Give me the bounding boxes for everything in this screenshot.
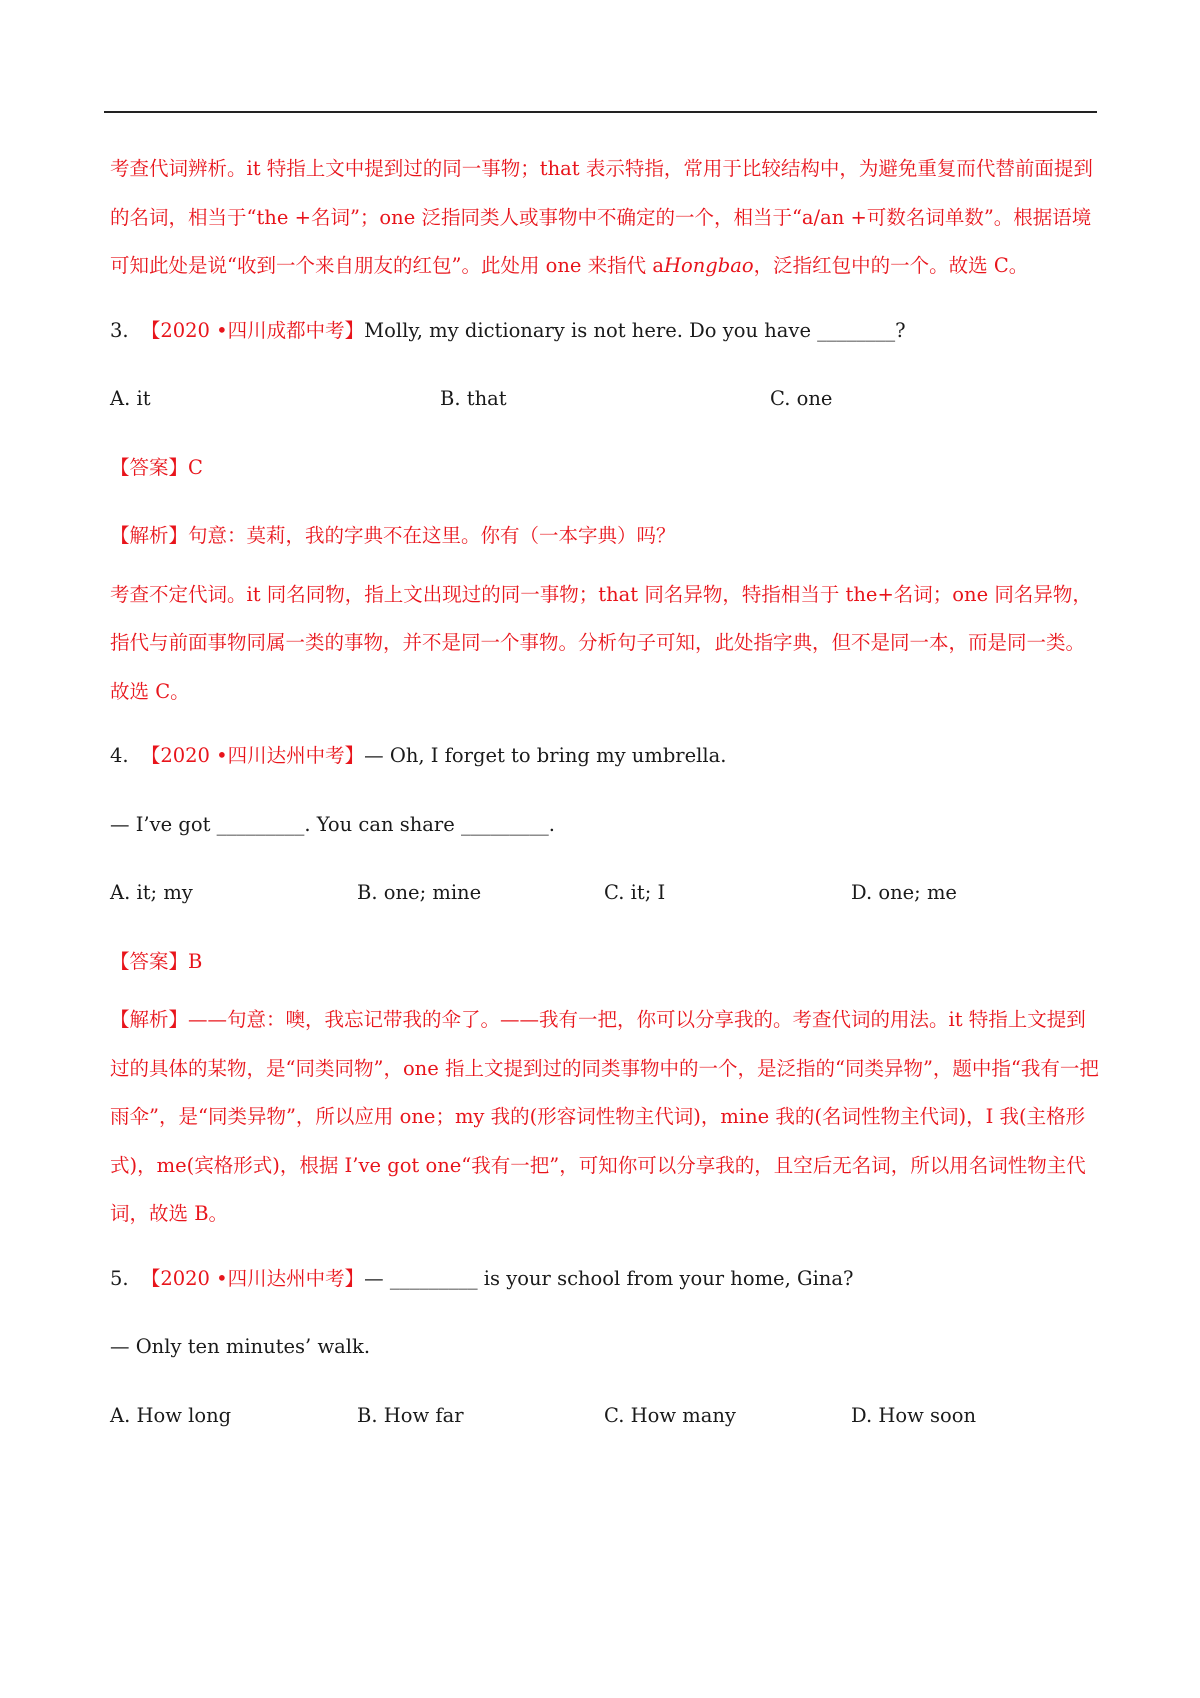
- q3-answer: [110, 434, 1100, 503]
- answer-value: B: [188, 949, 203, 973]
- q3-analysis-detail: 考查不定代词。it 同名同物，指上文出现过的同一事物；that 同名异物，特指相当于 the+名词；one 同名异物，指代与前面事物同属一类的事物，并不是同一个事物。分析句子可知，此处指字典，但不是同一本，而是同一类。故选 C。: [110, 582, 1092, 703]
- question-5: [110, 1245, 1100, 1314]
- q2-explanation-text: 考查代词辨析。it 特指上文中提到过的同一事物；that 表示特指，常用于比较结构中，为避免重复而代替前面提到的名词，相当于“the +名词”；one 泛指同类人或事物中不确定的一个，相当于“a/an +可数名词单数”。根据语境可知此处是说“收到一个来自朋友的红包”。此处用 one 来指代 a: [110, 157, 1093, 277]
- question-source: 【2020 •四川达州中考】: [140, 1266, 365, 1290]
- question-source: 【2020 •四川达州中考】: [140, 744, 365, 767]
- document-body: [110, 145, 1100, 1450]
- q4-answer: [110, 928, 1100, 997]
- q4-options: [110, 859, 1100, 928]
- q3-analysis-meaning: [110, 502, 1100, 571]
- option-a: A. it: [110, 387, 151, 410]
- q4-stem-line-2: — I’ve got _________. You can share _________.: [110, 812, 555, 836]
- q2-explanation-italic: Hongbao: [664, 254, 754, 277]
- question-stem: Molly, my dictionary is not here. Do you have ________?: [364, 318, 906, 342]
- question-3: [110, 297, 1100, 366]
- option-d: D. How soon: [851, 1403, 977, 1427]
- option-b: B. How far: [357, 1403, 464, 1427]
- option-c: C. How many: [604, 1403, 736, 1427]
- q3-options: [110, 365, 1100, 434]
- option-a: A. it; my: [110, 881, 193, 904]
- question-number: 5.: [110, 1266, 129, 1290]
- analysis-label: 【解析】: [110, 1008, 189, 1031]
- analysis-label: 【解析】: [110, 524, 189, 547]
- question-number: 3.: [110, 318, 129, 342]
- option-c: C. it; I: [604, 881, 666, 904]
- option-c: C. one: [770, 387, 833, 410]
- question-4: [110, 722, 1100, 791]
- option-d: D. one; me: [851, 881, 957, 904]
- option-b: B. one; mine: [357, 881, 482, 904]
- answer-label: 【答案】: [110, 455, 189, 479]
- question-number: 4.: [110, 744, 129, 767]
- question-source: 【2020 •四川成都中考】: [140, 318, 365, 342]
- question-stem: — Oh, I forget to bring my umbrella.: [364, 744, 727, 767]
- q5-stem-line-2: — Only ten minutes’ walk.: [110, 1335, 371, 1358]
- option-b: B. that: [440, 387, 507, 410]
- q5-options: [110, 1382, 1100, 1451]
- answer-value: C: [188, 455, 203, 479]
- question-stem: — _________ is your school from your home, Gina?: [364, 1266, 854, 1290]
- header-rule: [104, 111, 1097, 113]
- analysis-meaning: 句意：莫莉，我的字典不在这里。你有（一本字典）吗？: [188, 524, 676, 547]
- q2-explanation: [110, 145, 1100, 291]
- analysis-text: ——句意：噢，我忘记带我的伞了。——我有一把，你可以分享我的。考查代词的用法。it 特指上文提到过的具体的某物，是“同类同物”，one 指上文提到过的同类事物中的一个，是泛指的“同类异物”，题中指“我有一把雨伞”，是“同类异物”，所以应用 one；my 我的(形容词性物主代词)，mine 我的(名词性物主代词)，I 我(主格形式)，me(宾格形式)，根据 I’ve got one“我有一把”，可知你可以分享我的，且空后无名词，所以用名词性物主代词，故选 B。: [110, 1008, 1099, 1225]
- option-a: A. How long: [110, 1403, 232, 1427]
- q2-explanation-tail: ，泛指红包中的一个。故选 C。: [753, 254, 1029, 277]
- q4-analysis: [110, 996, 1100, 1239]
- answer-label: 【答案】: [110, 949, 189, 973]
